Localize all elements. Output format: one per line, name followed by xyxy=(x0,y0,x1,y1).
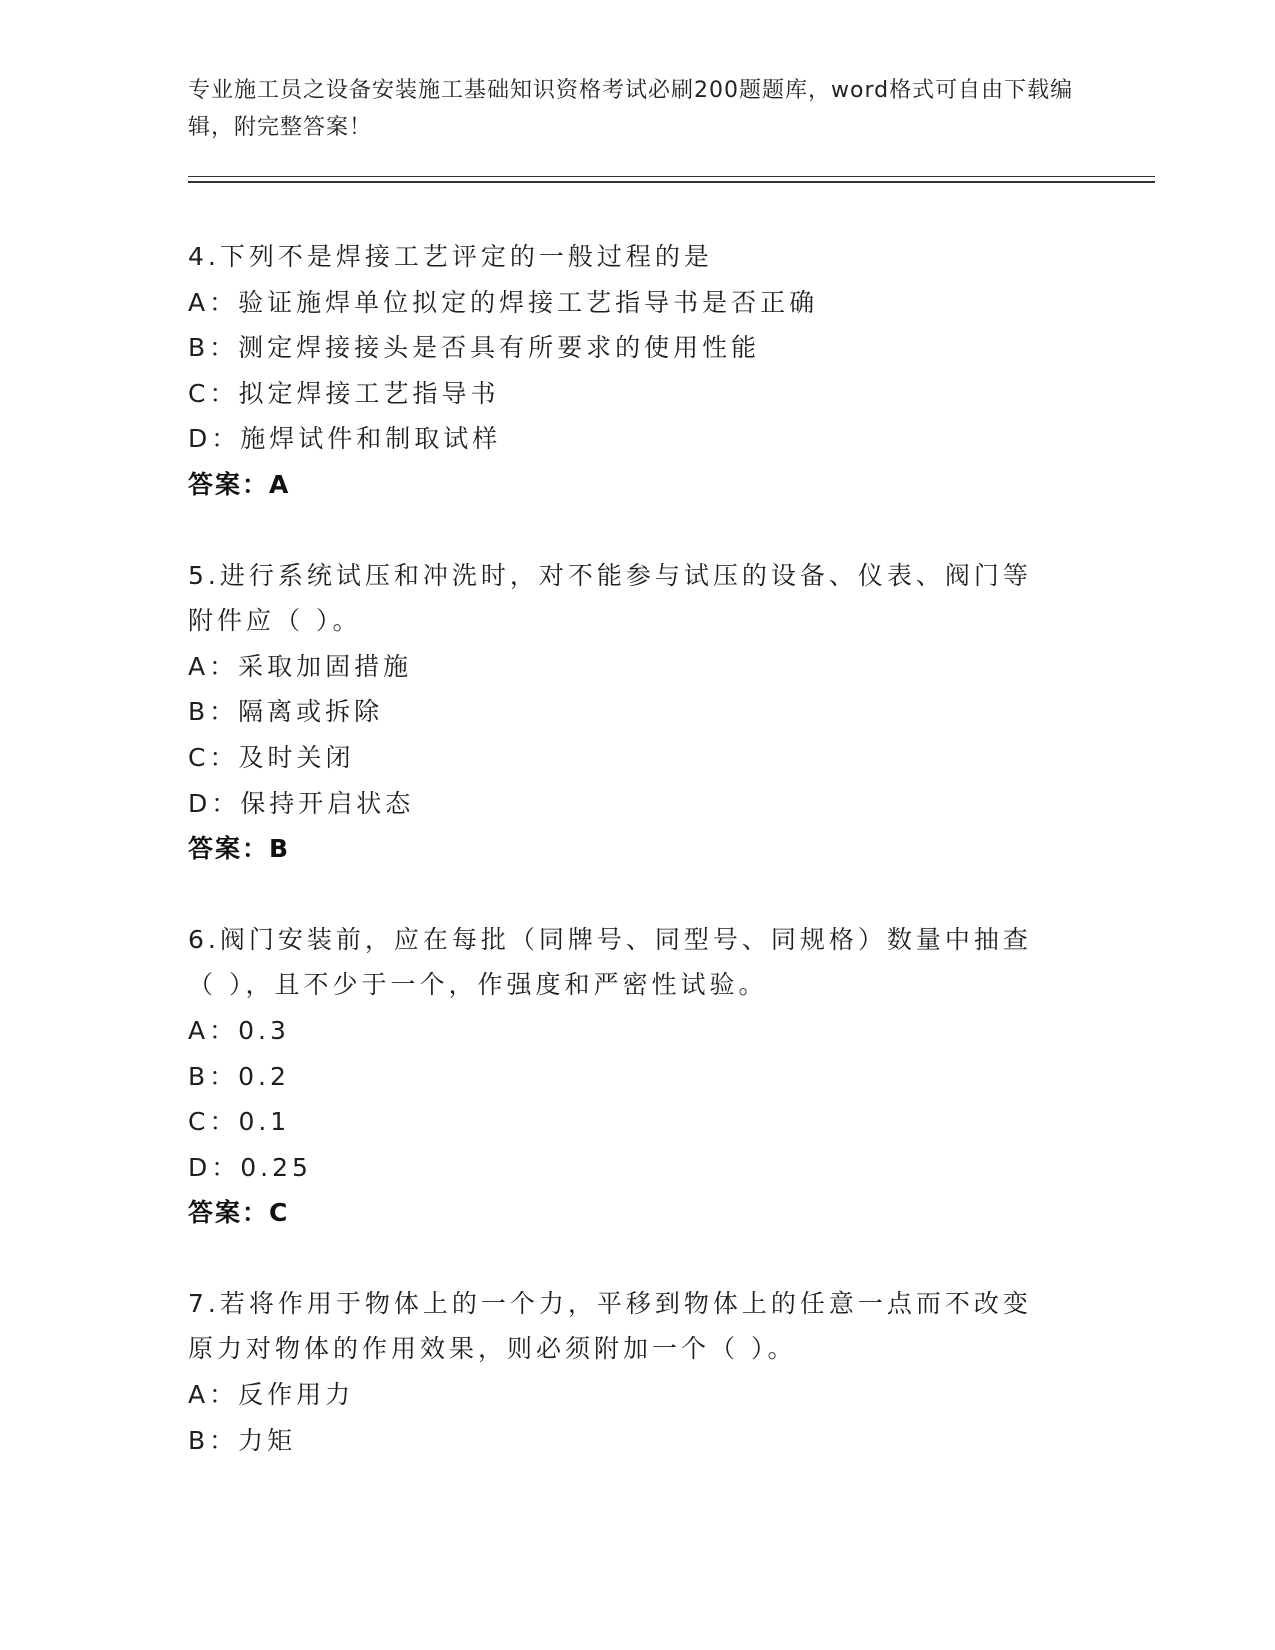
question-stem: 4.下列不是焊接工艺评定的一般过程的是 xyxy=(188,242,713,271)
question-item xyxy=(188,1281,1068,1463)
question-stem: 5.进行系统试压和冲洗时，对不能参与试压的设备、仪表、阀门等附件应（ ）。 xyxy=(188,560,1032,636)
option-b: B：测定焊接接头是否具有所要求的使用性能 xyxy=(188,333,761,363)
header-divider-thick xyxy=(188,181,1155,183)
option-a: A：采取加固措施 xyxy=(188,651,413,681)
option-b: B：隔离或拆除 xyxy=(188,697,384,727)
option-d: D：保持开启状态 xyxy=(188,788,415,818)
option-b: B：0.2 xyxy=(188,1061,290,1091)
header-divider-thin xyxy=(188,176,1155,177)
option-a: A：验证施焊单位拟定的焊接工艺指导书是否正确 xyxy=(188,287,819,317)
question-item xyxy=(188,234,1068,508)
option-a: A：0.3 xyxy=(188,1015,290,1045)
question-list xyxy=(188,234,1068,1508)
option-c: C：0.1 xyxy=(188,1107,291,1137)
question-answer: 答案：C xyxy=(188,1198,290,1228)
option-b: B：力矩 xyxy=(188,1425,297,1455)
question-answer: 答案：A xyxy=(188,469,291,499)
question-item xyxy=(188,553,1068,872)
question-item xyxy=(188,917,1068,1236)
question-answer: 答案：B xyxy=(188,834,291,864)
option-a: A：反作用力 xyxy=(188,1380,355,1410)
question-stem: 6.阀门安装前，应在每批（同牌号、同型号、同规格）数量中抽查（ ），且不少于一个，作强度和严密性试验。 xyxy=(188,924,1032,1000)
option-c: C：及时关闭 xyxy=(188,742,355,772)
option-c: C：拟定焊接工艺指导书 xyxy=(188,378,500,408)
option-d: D：施焊试件和制取试样 xyxy=(188,424,502,454)
question-stem: 7.若将作用于物体上的一个力，平移到物体上的任意一点而不改变原力对物体的作用效果，则必须附加一个（ ）。 xyxy=(188,1288,1032,1364)
document-header-title: 专业施工员之设备安装施工基础知识资格考试必刷200题题库，word格式可自由下载编辑，附完整答案！ xyxy=(188,78,1074,140)
option-d: D：0.25 xyxy=(188,1152,312,1182)
